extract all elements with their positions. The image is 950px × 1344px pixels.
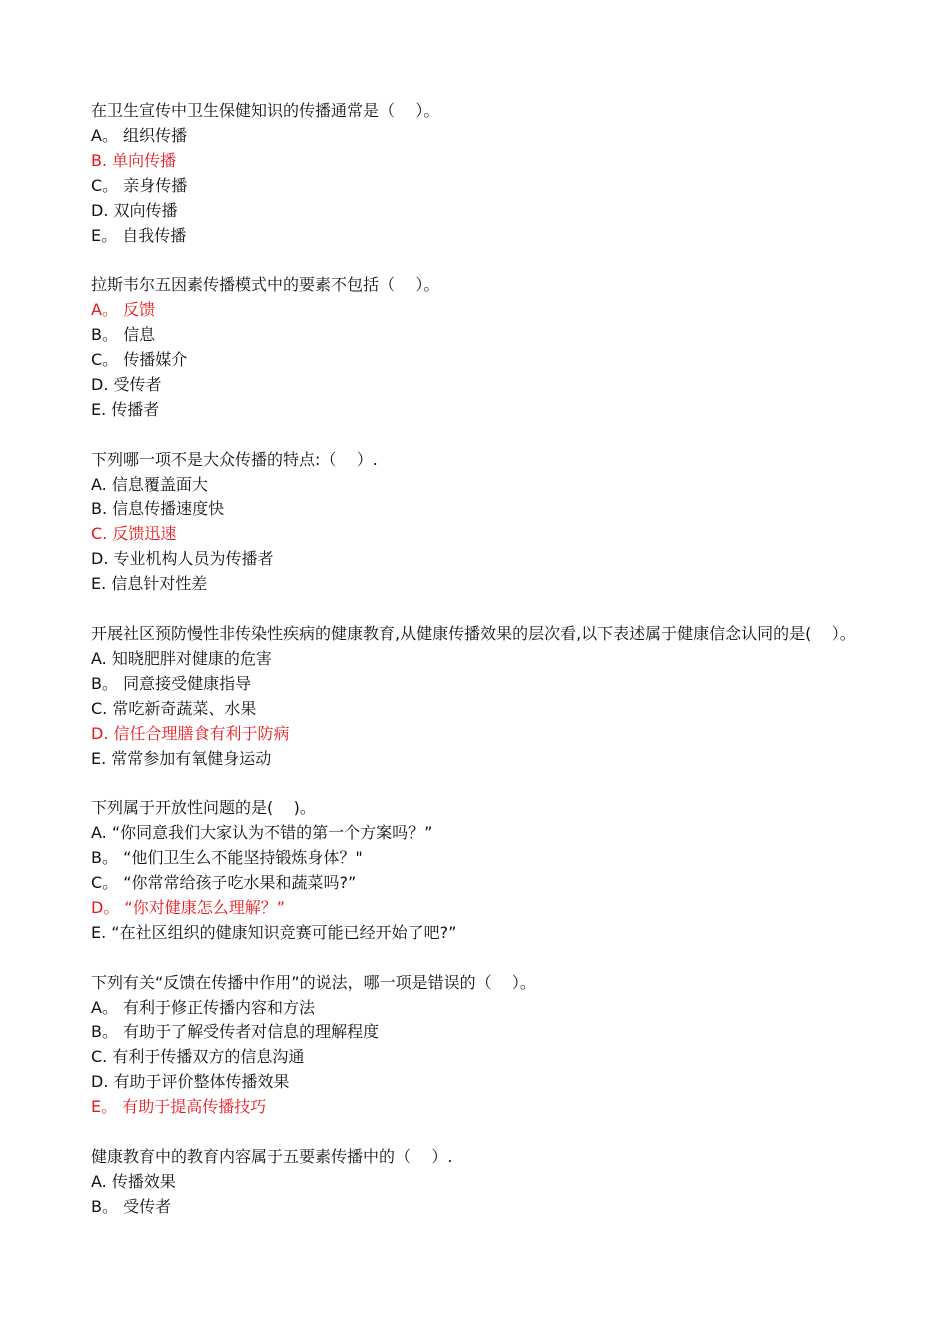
- question-text: 下列哪一项不是大众传播的特点:（ ）.: [91, 449, 378, 469]
- question-text: 在卫生宣传中卫生保健知识的传播通常是（ ）。: [91, 101, 440, 120]
- option: E. 传播者: [91, 399, 160, 419]
- answer-option: D。 “你对健康怎么理解？”: [91, 897, 285, 917]
- option: A. “你同意我们大家认为不错的第一个方案吗？”: [91, 823, 433, 843]
- question-block: [91, 273, 871, 422]
- question-block: [91, 448, 871, 597]
- answer-option: E。 有助于提高传播技巧: [91, 1097, 267, 1117]
- question-text: 健康教育中的教育内容属于五要素传播中的（ ）.: [91, 1146, 453, 1166]
- document-body: [91, 99, 871, 1245]
- option: D. 专业机构人员为传播者: [91, 549, 274, 569]
- option: B。 “他们卫生么不能坚持锻炼身体？": [91, 848, 363, 868]
- option: C。 亲身传播: [91, 175, 188, 195]
- question-block: [91, 796, 871, 945]
- option: D. 双向传播: [91, 200, 178, 220]
- question-text: 拉斯韦尔五因素传播模式中的要素不包括（ ）。: [91, 275, 440, 295]
- question-block: [91, 99, 871, 248]
- option: A. 传播效果: [91, 1171, 176, 1191]
- answer-option: B. 单向传播: [91, 150, 177, 170]
- answer-option: D. 信任合理膳食有利于防病: [91, 723, 290, 743]
- option: A。 组织传播: [91, 125, 188, 145]
- answer-option: C. 反馈迅速: [91, 524, 177, 544]
- option: B. 信息传播速度快: [91, 499, 225, 519]
- option: C. 有利于传播双方的信息沟通: [91, 1047, 305, 1067]
- option: A. 信息覆盖面大: [91, 474, 208, 494]
- option: B。 有助于了解受传者对信息的理解程度: [91, 1022, 380, 1042]
- option: A。 有利于修正传播内容和方法: [91, 997, 316, 1017]
- option: B。 信息: [91, 325, 156, 345]
- option: E. 信息针对性差: [91, 574, 208, 594]
- option: D. 有助于评价整体传播效果: [91, 1072, 290, 1092]
- question-block: [91, 971, 871, 1120]
- option: C。 “你常常给孩子吃水果和蔬菜吗?”: [91, 873, 357, 893]
- option: D. 受传者: [91, 374, 162, 394]
- option: E. 常常参加有氧健身运动: [91, 748, 272, 768]
- question-block: [91, 622, 871, 771]
- option: B。 受传者: [91, 1196, 172, 1216]
- option: E. “在社区组织的健康知识竞赛可能已经开始了吧?”: [91, 922, 457, 942]
- option: E。 自我传播: [91, 225, 187, 245]
- question-text: 下列属于开放性问题的是( )。: [91, 798, 316, 818]
- option: B。 同意接受健康指导: [91, 673, 252, 693]
- question-block: [91, 1145, 871, 1220]
- question-text: 开展社区预防慢性非传染性疾病的健康教育,从健康传播效果的层次看,以下表述属于健康信念认同的是( ）。: [91, 623, 856, 643]
- option: C。 传播媒介: [91, 350, 188, 370]
- question-text: 下列有关“反馈在传播中作用”的说法，哪一项是错误的（ ）。: [91, 972, 536, 992]
- option: C. 常吃新奇蔬菜、水果: [91, 698, 257, 718]
- option: A. 知晓肥胖对健康的危害: [91, 648, 272, 668]
- answer-option: A。 反馈: [91, 300, 156, 320]
